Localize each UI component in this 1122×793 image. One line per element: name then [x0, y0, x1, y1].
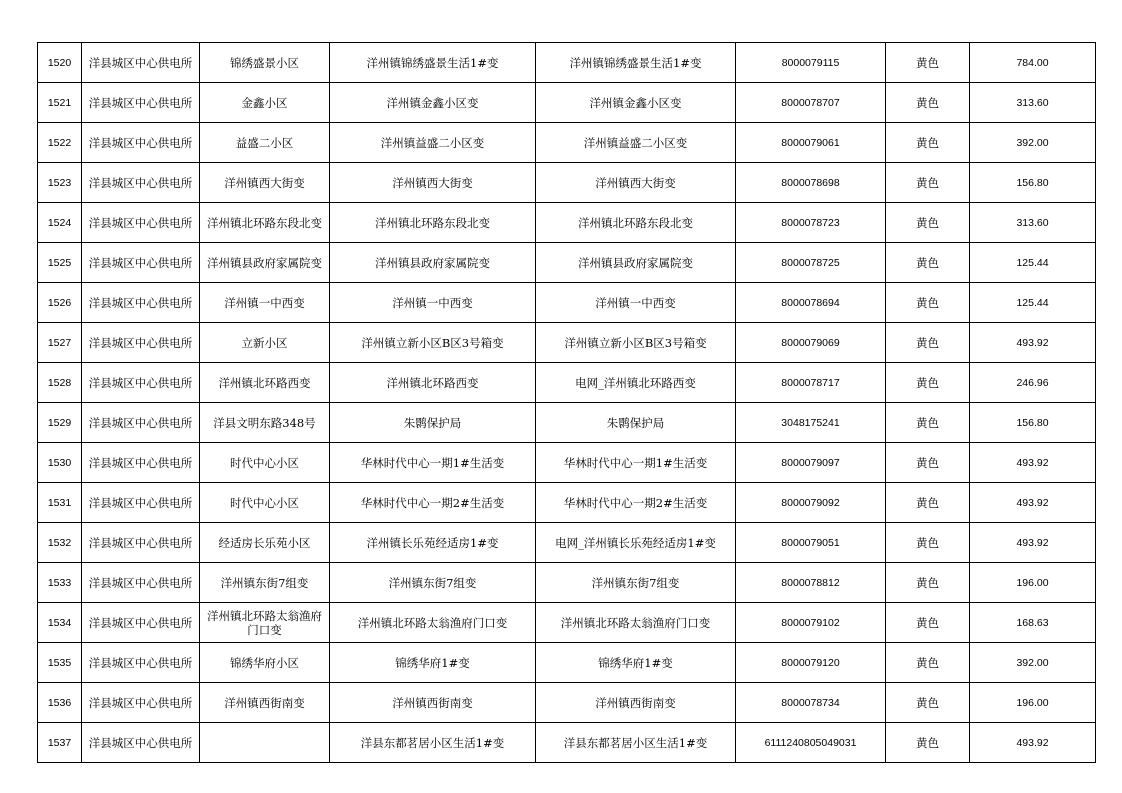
row-number-cell: 1523 [38, 163, 82, 203]
amount-cell: 493.92 [970, 443, 1096, 483]
transformer-full-name-cell: 洋州镇锦绣盛景生活1#变 [536, 43, 736, 83]
transformer-name-cell: 锦绣华府1#变 [330, 643, 536, 683]
account-number-cell: 8000078717 [736, 363, 886, 403]
table-row [38, 723, 1096, 763]
color-level-cell: 黄色 [886, 243, 970, 283]
area-cell: 立新小区 [200, 323, 330, 363]
table-row [38, 443, 1096, 483]
transformer-name-cell: 洋州镇金鑫小区变 [330, 83, 536, 123]
account-number-cell: 8000079102 [736, 603, 886, 643]
transformer-full-name-cell: 洋州镇益盛二小区变 [536, 123, 736, 163]
color-level-cell: 黄色 [886, 163, 970, 203]
transformer-name-cell: 洋州镇北环路西变 [330, 363, 536, 403]
account-number-cell: 8000079120 [736, 643, 886, 683]
transformer-name-cell: 朱鹮保护局 [330, 403, 536, 443]
transformer-full-name-cell: 洋州镇北环路东段北变 [536, 203, 736, 243]
row-number-cell: 1520 [38, 43, 82, 83]
account-number-cell: 8000078723 [736, 203, 886, 243]
table-row [38, 603, 1096, 643]
transformer-name-cell: 洋州镇长乐苑经适房1#变 [330, 523, 536, 563]
amount-cell: 493.92 [970, 523, 1096, 563]
table-row [38, 483, 1096, 523]
unit-cell: 洋县城区中心供电所 [82, 603, 200, 643]
color-level-cell: 黄色 [886, 323, 970, 363]
row-number-cell: 1535 [38, 643, 82, 683]
transformer-full-name-cell: 洋州镇一中西变 [536, 283, 736, 323]
table-row [38, 523, 1096, 563]
amount-cell: 196.00 [970, 563, 1096, 603]
color-level-cell: 黄色 [886, 363, 970, 403]
area-cell: 锦绣华府小区 [200, 643, 330, 683]
unit-cell: 洋县城区中心供电所 [82, 563, 200, 603]
table-row [38, 43, 1096, 83]
amount-cell: 168.63 [970, 603, 1096, 643]
amount-cell: 493.92 [970, 723, 1096, 763]
transformer-full-name-cell: 华林时代中心一期2#生活变 [536, 483, 736, 523]
unit-cell: 洋县城区中心供电所 [82, 43, 200, 83]
transformer-full-name-cell: 洋州镇金鑫小区变 [536, 83, 736, 123]
unit-cell: 洋县城区中心供电所 [82, 483, 200, 523]
color-level-cell: 黄色 [886, 723, 970, 763]
area-cell: 洋州镇一中西变 [200, 283, 330, 323]
account-number-cell: 8000079092 [736, 483, 886, 523]
amount-cell: 125.44 [970, 283, 1096, 323]
row-number-cell: 1528 [38, 363, 82, 403]
row-number-cell: 1525 [38, 243, 82, 283]
area-cell: 洋县文明东路348号 [200, 403, 330, 443]
account-number-cell: 8000079115 [736, 43, 886, 83]
unit-cell: 洋县城区中心供电所 [82, 683, 200, 723]
transformer-full-name-cell: 电网_洋州镇北环路西变 [536, 363, 736, 403]
area-cell: 经适房长乐苑小区 [200, 523, 330, 563]
transformer-full-name-cell: 洋州镇西街南变 [536, 683, 736, 723]
account-number-cell: 8000078698 [736, 163, 886, 203]
table-row [38, 163, 1096, 203]
color-level-cell: 黄色 [886, 283, 970, 323]
table-row [38, 203, 1096, 243]
color-level-cell: 黄色 [886, 203, 970, 243]
unit-cell: 洋县城区中心供电所 [82, 123, 200, 163]
table-row [38, 123, 1096, 163]
unit-cell: 洋县城区中心供电所 [82, 523, 200, 563]
amount-cell: 493.92 [970, 323, 1096, 363]
area-cell: 洋州镇北环路西变 [200, 363, 330, 403]
transformer-name-cell: 洋州镇益盛二小区变 [330, 123, 536, 163]
transformer-full-name-cell: 洋州镇县政府家属院变 [536, 243, 736, 283]
table-row [38, 243, 1096, 283]
transformer-full-name-cell: 洋州镇西大街变 [536, 163, 736, 203]
area-cell: 时代中心小区 [200, 443, 330, 483]
unit-cell: 洋县城区中心供电所 [82, 723, 200, 763]
transformer-name-cell: 洋州镇北环路太翁渔府门口变 [330, 603, 536, 643]
table-row [38, 683, 1096, 723]
transformer-full-name-cell: 洋州镇东街7组变 [536, 563, 736, 603]
transformer-name-cell: 洋州镇东街7组变 [330, 563, 536, 603]
amount-cell: 313.60 [970, 83, 1096, 123]
row-number-cell: 1526 [38, 283, 82, 323]
color-level-cell: 黄色 [886, 43, 970, 83]
transformer-full-name-cell: 华林时代中心一期1#生活变 [536, 443, 736, 483]
color-level-cell: 黄色 [886, 403, 970, 443]
table-row [38, 83, 1096, 123]
amount-cell: 392.00 [970, 123, 1096, 163]
color-level-cell: 黄色 [886, 603, 970, 643]
transformer-name-cell: 洋州镇北环路东段北变 [330, 203, 536, 243]
row-number-cell: 1524 [38, 203, 82, 243]
account-number-cell: 8000079051 [736, 523, 886, 563]
account-number-cell: 8000079069 [736, 323, 886, 363]
unit-cell: 洋县城区中心供电所 [82, 203, 200, 243]
transformer-name-cell: 洋州镇立新小区B区3号箱变 [330, 323, 536, 363]
row-number-cell: 1529 [38, 403, 82, 443]
account-number-cell: 8000078707 [736, 83, 886, 123]
table-row [38, 363, 1096, 403]
unit-cell: 洋县城区中心供电所 [82, 163, 200, 203]
unit-cell: 洋县城区中心供电所 [82, 443, 200, 483]
transformer-full-name-cell: 洋州镇北环路太翁渔府门口变 [536, 603, 736, 643]
transformer-name-cell: 洋州镇县政府家属院变 [330, 243, 536, 283]
unit-cell: 洋县城区中心供电所 [82, 323, 200, 363]
amount-cell: 196.00 [970, 683, 1096, 723]
account-number-cell: 3048175241 [736, 403, 886, 443]
account-number-cell: 8000078725 [736, 243, 886, 283]
amount-cell: 493.92 [970, 483, 1096, 523]
color-level-cell: 黄色 [886, 123, 970, 163]
row-number-cell: 1533 [38, 563, 82, 603]
area-cell: 时代中心小区 [200, 483, 330, 523]
amount-cell: 156.80 [970, 403, 1096, 443]
area-cell: 洋州镇县政府家属院变 [200, 243, 330, 283]
color-level-cell: 黄色 [886, 643, 970, 683]
transformer-full-name-cell: 洋县东都茗居小区生活1#变 [536, 723, 736, 763]
row-number-cell: 1522 [38, 123, 82, 163]
row-number-cell: 1534 [38, 603, 82, 643]
table-row [38, 323, 1096, 363]
row-number-cell: 1531 [38, 483, 82, 523]
transformer-full-name-cell: 洋州镇立新小区B区3号箱变 [536, 323, 736, 363]
table-row [38, 403, 1096, 443]
area-cell [200, 723, 330, 763]
color-level-cell: 黄色 [886, 83, 970, 123]
unit-cell: 洋县城区中心供电所 [82, 283, 200, 323]
transformer-name-cell: 洋县东都茗居小区生活1#变 [330, 723, 536, 763]
area-cell: 洋州镇西大街变 [200, 163, 330, 203]
amount-cell: 125.44 [970, 243, 1096, 283]
color-level-cell: 黄色 [886, 563, 970, 603]
area-cell: 洋州镇北环路太翁渔府门口变 [200, 603, 330, 643]
account-number-cell: 8000078734 [736, 683, 886, 723]
amount-cell: 156.80 [970, 163, 1096, 203]
transformer-name-cell: 华林时代中心一期2#生活变 [330, 483, 536, 523]
table-row [38, 563, 1096, 603]
account-number-cell: 8000078694 [736, 283, 886, 323]
area-cell: 金鑫小区 [200, 83, 330, 123]
row-number-cell: 1530 [38, 443, 82, 483]
area-cell: 锦绣盛景小区 [200, 43, 330, 83]
data-table [37, 42, 1096, 763]
unit-cell: 洋县城区中心供电所 [82, 403, 200, 443]
transformer-name-cell: 洋州镇一中西变 [330, 283, 536, 323]
unit-cell: 洋县城区中心供电所 [82, 243, 200, 283]
transformer-full-name-cell: 电网_洋州镇长乐苑经适房1#变 [536, 523, 736, 563]
row-number-cell: 1521 [38, 83, 82, 123]
transformer-name-cell: 洋州镇西大街变 [330, 163, 536, 203]
table-row [38, 643, 1096, 683]
amount-cell: 313.60 [970, 203, 1096, 243]
row-number-cell: 1532 [38, 523, 82, 563]
area-cell: 洋州镇西街南变 [200, 683, 330, 723]
transformer-name-cell: 洋州镇锦绣盛景生活1#变 [330, 43, 536, 83]
account-number-cell: 8000079061 [736, 123, 886, 163]
amount-cell: 392.00 [970, 643, 1096, 683]
account-number-cell: 8000079097 [736, 443, 886, 483]
amount-cell: 784.00 [970, 43, 1096, 83]
area-cell: 洋州镇东街7组变 [200, 563, 330, 603]
unit-cell: 洋县城区中心供电所 [82, 363, 200, 403]
color-level-cell: 黄色 [886, 683, 970, 723]
transformer-full-name-cell: 朱鹮保护局 [536, 403, 736, 443]
row-number-cell: 1527 [38, 323, 82, 363]
area-cell: 益盛二小区 [200, 123, 330, 163]
unit-cell: 洋县城区中心供电所 [82, 83, 200, 123]
row-number-cell: 1537 [38, 723, 82, 763]
color-level-cell: 黄色 [886, 483, 970, 523]
color-level-cell: 黄色 [886, 523, 970, 563]
table-row [38, 283, 1096, 323]
row-number-cell: 1536 [38, 683, 82, 723]
area-cell: 洋州镇北环路东段北变 [200, 203, 330, 243]
transformer-name-cell: 华林时代中心一期1#生活变 [330, 443, 536, 483]
account-number-cell: 8000078812 [736, 563, 886, 603]
transformer-full-name-cell: 锦绣华府1#变 [536, 643, 736, 683]
color-level-cell: 黄色 [886, 443, 970, 483]
transformer-name-cell: 洋州镇西街南变 [330, 683, 536, 723]
unit-cell: 洋县城区中心供电所 [82, 643, 200, 683]
amount-cell: 246.96 [970, 363, 1096, 403]
account-number-cell: 6111240805049031 [736, 723, 886, 763]
